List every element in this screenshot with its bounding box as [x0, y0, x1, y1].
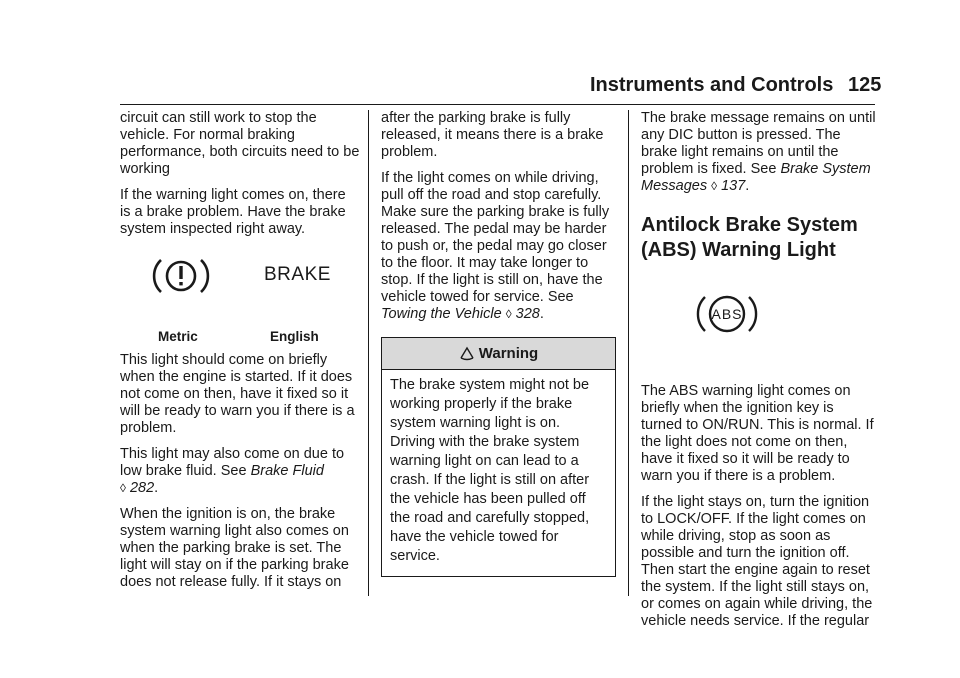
paragraph: If the light stays on, turn the ignition to LOCK/OFF. If the light comes on while driving, stop as soon as possible and turn the ignition off. Then start the engine again to reset the system. If the light still stays on, or comes on again while driving, the vehicle needs service. If the regular	[641, 494, 873, 629]
cross-reference-link[interactable]: Towing the Vehicle	[381, 306, 502, 322]
column-2	[381, 110, 616, 577]
paragraph-text: If the light comes on while driving, pull off the road and stop carefully. Make sure the parking brake is fully released. The pedal may be harder to push or, the pedal may go closer to the floor. It may take longer to stop. If the light is still on, have the vehicle towed for service. See	[381, 170, 610, 305]
cross-reference-link[interactable]: Brake Fluid	[250, 463, 324, 479]
brake-warning-metric-icon	[152, 254, 210, 298]
page-reference[interactable]: 328	[515, 306, 540, 322]
brake-warning-icons	[120, 252, 360, 352]
english-label: English	[270, 329, 319, 344]
column-divider	[368, 110, 369, 596]
column-divider	[628, 110, 629, 596]
warning-title: Warning	[478, 345, 539, 362]
header-divider	[120, 104, 875, 105]
warning-box	[381, 337, 616, 577]
metric-label: Metric	[158, 329, 198, 344]
paragraph-text: This light may also come on due to low brake fluid. See	[120, 446, 345, 479]
warning-triangle-icon	[459, 346, 475, 362]
page-number: 125	[848, 74, 882, 96]
abs-icon-label: ABS	[711, 306, 743, 322]
page-reference[interactable]: 137	[721, 178, 746, 194]
reference-arrow-icon: ◊	[711, 179, 718, 193]
column-1	[120, 110, 360, 600]
paragraph: If the light comes on while driving, pull off the road and stop carefully. Make sure the parking brake is fully released. The pedal may be harder to push or, the pedal may go closer to the floor. It may take longer to stop. If the light is still on, have the vehicle towed for service. See Towing the Vehicle ◊ 328.	[381, 170, 610, 322]
paragraph: circuit can still work to stop the vehicle. For normal braking performance, both circuits need to be working	[120, 110, 360, 177]
paragraph: If the warning light comes on, there is a brake problem. Have the brake system inspected right away.	[120, 187, 346, 237]
reference-arrow-icon: ◊	[120, 481, 126, 495]
paragraph: This light should come on briefly when the engine is started. If it does not come on then, have it fixed so it will be ready to warn you if there is a problem.	[120, 352, 355, 436]
reference-arrow-icon: ◊	[505, 307, 512, 321]
page-reference[interactable]: 282	[129, 480, 155, 496]
brake-warning-english-icon: BRAKE	[264, 264, 331, 285]
paragraph: This light may also come on due to low brake fluid. See Brake Fluid ◊ 282.	[120, 446, 345, 496]
page-header-title: Instruments and Controls	[590, 74, 834, 96]
paragraph: When the ignition is on, the brake system warning light also comes on when the parking brake is set. The light will stay on if the parking brake does not release fully. If it stays on	[120, 506, 349, 590]
paragraph-text: The brake message remains on until any DIC button is pressed. The brake light remains on until the problem is fixed. See	[641, 110, 876, 177]
warning-body: The brake system might not be working properly if the brake system warning light is on. Driving with the brake system warning light on can lead to a crash. If the light is still on after the vehicle has been pulled off the road and carefully stopped, have the vehicle towed for service.	[390, 377, 590, 564]
paragraph: The ABS warning light comes on briefly when the ignition key is turned to ON/RUN. This is normal. If the light does not come on then, have it fixed so it will be ready to warn you if there is a problem.	[641, 383, 874, 484]
paragraph: The brake message remains on until any DIC button is pressed. The brake light remains on until the problem is fixed. See Brake System Messages ◊ 137.	[641, 110, 876, 194]
cross-reference-link[interactable]: Brake System Messages	[641, 161, 871, 194]
section-heading: Antilock Brake System (ABS) Warning Light	[641, 214, 858, 261]
warning-header	[382, 338, 615, 370]
abs-warning-icon	[695, 289, 759, 339]
column-3	[641, 110, 877, 639]
paragraph: after the parking brake is fully released, it means there is a brake problem.	[381, 110, 604, 160]
